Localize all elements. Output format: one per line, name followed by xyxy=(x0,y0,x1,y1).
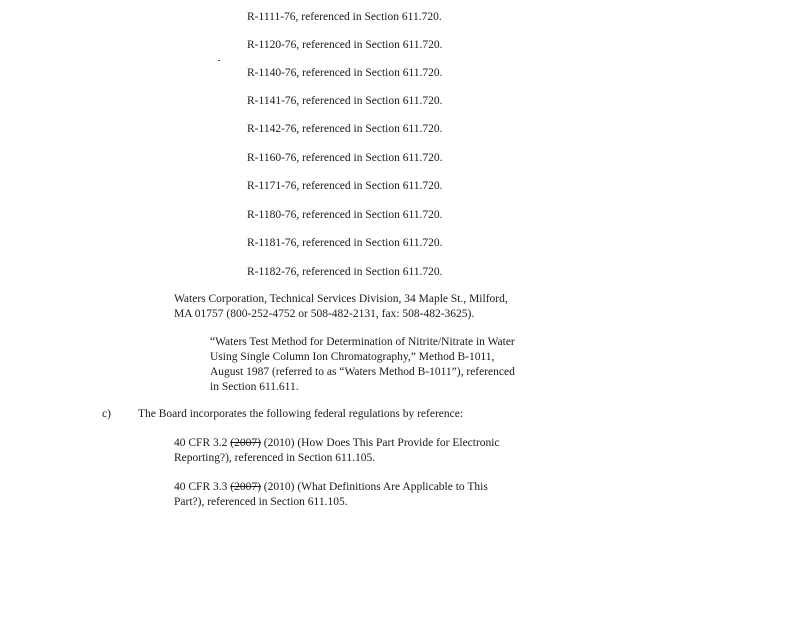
cfr-title: (2010) (What Definitions Are Applicable to This xyxy=(260,481,488,493)
method-line: “Waters Test Method for Determination of Nitrite/Nitrate in Water xyxy=(210,336,515,348)
method-ref-item: R-1140-76, referenced in Section 611.720. xyxy=(247,67,443,79)
cfr-line: Part?), referenced in Section 611.105. xyxy=(174,496,348,508)
method-ref-item: R-1160-76, referenced in Section 611.720. xyxy=(247,152,443,164)
cfr-3-3-reference xyxy=(174,480,488,510)
method-line: Using Single Column Ion Chromatography,” Method B-1011, xyxy=(210,351,495,363)
struck-year: (2007) xyxy=(230,437,261,449)
address-line: MA 01757 (800-252-4752 or 508-482-2131, fax: 508-482-3625). xyxy=(174,308,475,320)
waters-corporation-address xyxy=(174,292,508,322)
method-ref-item: R-1181-76, referenced in Section 611.720. xyxy=(247,237,443,249)
method-ref-item: R-1142-76, referenced in Section 611.720. xyxy=(247,123,443,135)
subsection-intro-text: The Board incorporates the following federal regulations by reference: xyxy=(138,408,464,420)
method-ref-item: R-1180-76, referenced in Section 611.720. xyxy=(247,209,443,221)
cfr-prefix: 40 CFR 3.3 xyxy=(174,481,231,493)
scan-speck xyxy=(218,60,220,61)
cfr-line xyxy=(174,436,500,451)
subsection-label: c) xyxy=(102,408,111,420)
waters-method-reference xyxy=(210,335,515,395)
method-ref-item: R-1171-76, referenced in Section 611.720. xyxy=(247,180,443,192)
cfr-title: (2010) (How Does This Part Provide for Electronic xyxy=(260,437,500,449)
method-line: August 1987 (referred to as “Waters Method B-1011”), referenced xyxy=(210,366,515,378)
struck-year: (2007) xyxy=(230,481,261,493)
method-ref-item: R-1120-76, referenced in Section 611.720. xyxy=(247,39,443,51)
method-ref-item: R-1141-76, referenced in Section 611.720. xyxy=(247,95,443,107)
cfr-3-2-reference xyxy=(174,436,500,466)
method-ref-item: R-1111-76, referenced in Section 611.720. xyxy=(247,11,442,23)
address-line: Waters Corporation, Technical Services Division, 34 Maple St., Milford, xyxy=(174,293,508,305)
cfr-line: Reporting?), referenced in Section 611.105. xyxy=(174,452,376,464)
method-line: in Section 611.611. xyxy=(210,381,299,393)
cfr-line xyxy=(174,480,488,495)
method-ref-item: R-1182-76, referenced in Section 611.720. xyxy=(247,266,443,278)
cfr-prefix: 40 CFR 3.2 xyxy=(174,437,231,449)
